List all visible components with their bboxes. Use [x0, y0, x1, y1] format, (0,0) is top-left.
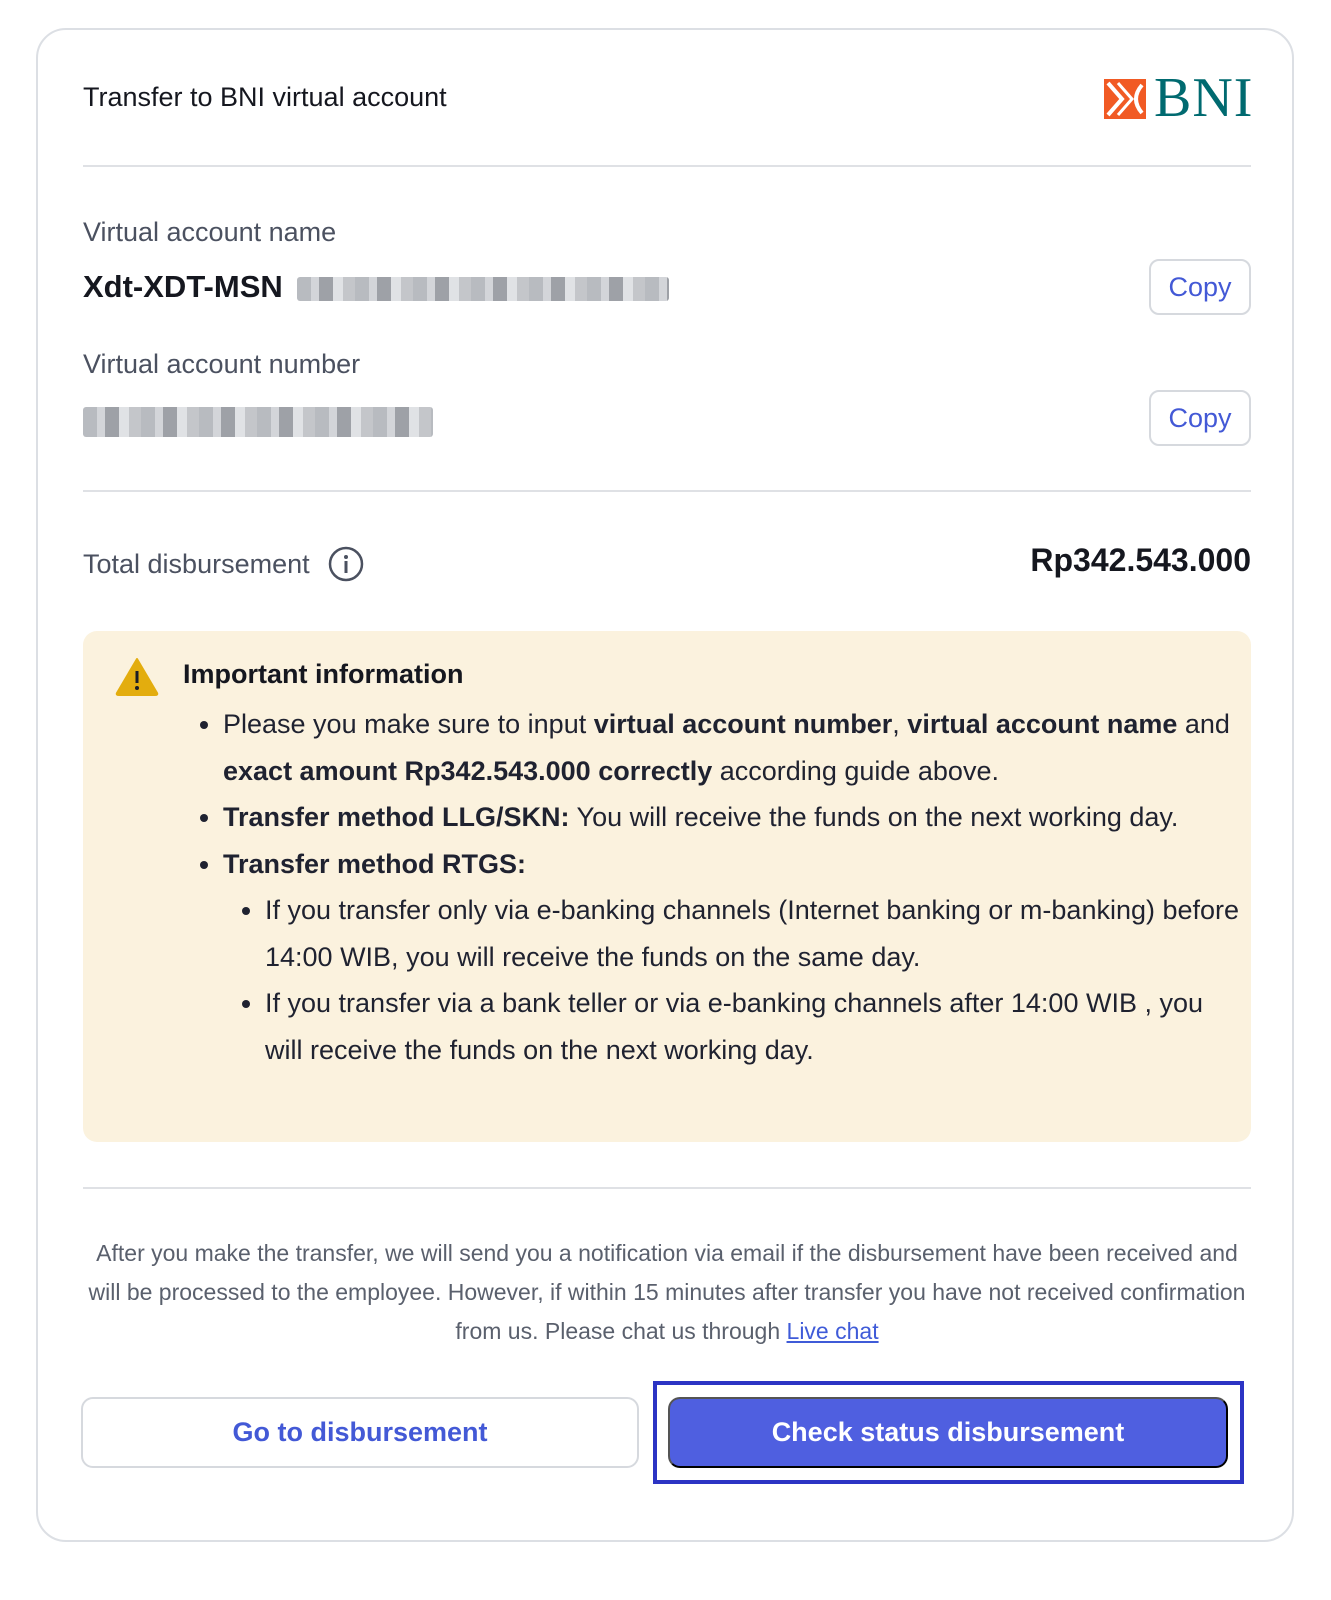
copy-name-button[interactable]: Copy [1149, 259, 1251, 315]
bni-logo [1104, 67, 1254, 129]
va-number-value [83, 402, 433, 438]
va-name-prefix: Xdt-XDT-MSN [83, 269, 283, 304]
warning-icon [115, 656, 159, 696]
footer-note: After you make the transfer, we will send you a notification via email if the disbursement have been received and will be processed to the employee. However, if within 15 minutes after transfer you have not received confirmation from us. Please chat us through Live chat [88, 1240, 1246, 1344]
sub-list [223, 887, 1243, 1073]
sub-list-item: • If you transfer via a bank teller or via e-banking channels after 14:00 WIB , you will receive the funds on the next working day. [265, 980, 1243, 1073]
divider [83, 165, 1251, 167]
total-disbursement-label [83, 546, 364, 582]
total-label-text: Total disbursement [83, 548, 310, 579]
redacted-number [83, 407, 433, 437]
page-title: Transfer to BNI virtual account [83, 82, 447, 112]
go-to-disbursement-button[interactable]: Go to disbursement [81, 1397, 639, 1468]
notice-title: Important information [183, 659, 464, 689]
info-icon[interactable] [328, 546, 364, 582]
list-item: • Transfer method LLG/SKN: You will receive the funds on the next working day. [223, 794, 1243, 841]
list-item: • Please you make sure to input virtual account number, virtual account name and exact amount Rp342.543.000 correctly according guide above. [223, 701, 1243, 794]
notice-list [193, 701, 1243, 1073]
va-name-label: Virtual account name [83, 217, 337, 247]
important-info-box [83, 631, 1251, 1142]
bni-logo-text: BNI [1154, 67, 1254, 129]
bni-logo-mark-icon [1104, 79, 1146, 119]
copy-number-button[interactable]: Copy [1149, 390, 1251, 446]
total-disbursement-value: Rp342.543.000 [1030, 542, 1251, 578]
check-status-disbursement-button[interactable]: Check status disbursement [668, 1397, 1228, 1468]
divider [83, 1187, 1251, 1189]
list-item: • Transfer method RTGS: • If you transfer only via e-banking channels (Internet banking or m-banking) before 14:00 WIB, you will receive the funds on the same day. • If you transfer via a bank teller or via e-banking channels after 14:00 WIB , you will receive the funds on the next working day. [223, 841, 1243, 1074]
sub-list-item: • If you transfer only via e-banking channels (Internet banking or m-banking) before 14:00 WIB, you will receive the funds on the same day. [265, 887, 1243, 980]
va-number-label: Virtual account number [83, 349, 361, 379]
live-chat-link[interactable]: Live chat [786, 1318, 879, 1344]
divider [83, 490, 1251, 492]
redacted-name [297, 277, 669, 301]
va-name-value [83, 269, 669, 305]
